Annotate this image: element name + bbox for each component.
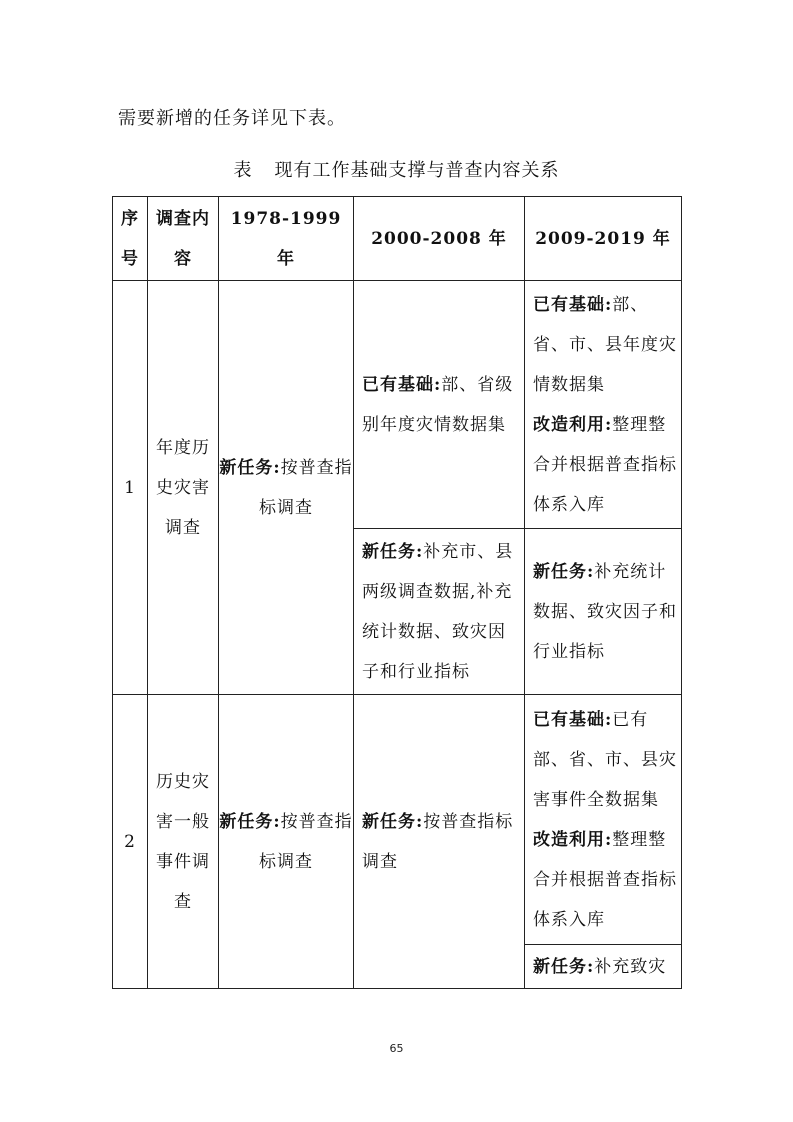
row-2-period-1	[219, 695, 354, 989]
row-1-p3-b-bold: 改造利用:	[533, 414, 613, 435]
row-2-p3-a-text: 已有部、省、市、县灾害事件全数据集	[533, 709, 677, 810]
caption-title: 现有工作基础支撑与普查内容关系	[274, 160, 560, 181]
header-content: 调查内容	[148, 197, 219, 281]
header-period-3: 2009-2019 年	[525, 197, 682, 281]
row-1-p2-top-bold: 已有基础:	[362, 374, 442, 395]
page-number: 65	[389, 1042, 404, 1055]
row-1-period-2-top	[354, 281, 525, 529]
intro-paragraph: 需要新增的任务详见下表。	[118, 108, 346, 129]
row-2-p3-b-bold: 改造利用:	[533, 829, 613, 850]
row-1-p2-bottom-text: 补充市、县两级调查数据,补充统计数据、致灾因子和行业指标	[362, 541, 514, 682]
row-1-p3-bottom-text: 补充统计数据、致灾因子和行业指标	[533, 561, 677, 662]
row-1-period-1	[219, 281, 354, 695]
row-2-no: 2	[113, 695, 148, 989]
table-row	[113, 281, 682, 529]
relation-table	[112, 196, 682, 989]
row-1-period-2-bottom	[354, 529, 525, 695]
row-2-p1-bold: 新任务:	[219, 811, 281, 832]
row-1-period-3-bottom	[525, 529, 682, 695]
row-2-period-3-top	[525, 695, 682, 945]
header-no: 序号	[113, 197, 148, 281]
row-1-p3-a-text: 部、省、市、县年度灾情数据集	[533, 294, 677, 395]
row-2-p3-a-bold: 已有基础:	[533, 709, 613, 730]
row-1-p3-a-bold: 已有基础:	[533, 294, 613, 315]
row-1-p1-bold: 新任务:	[219, 457, 281, 478]
table-row	[113, 695, 682, 945]
row-1-p3-bottom-bold: 新任务:	[533, 561, 595, 582]
table-header-row	[113, 197, 682, 281]
row-1-p2-top-text: 部、省级别年度灾情数据集	[362, 374, 514, 435]
header-period-2: 2000-2008 年	[354, 197, 525, 281]
row-2-p1-text: 按普查指标调查	[259, 811, 353, 872]
row-2-p3-bottom-text: 补充致灾	[594, 956, 667, 977]
row-1-no: 1	[113, 281, 148, 695]
caption-label: 表	[233, 160, 253, 181]
row-1-p2-bottom-bold: 新任务:	[362, 541, 424, 562]
table-caption	[0, 156, 793, 182]
row-1-period-3-top	[525, 281, 682, 529]
row-1-content: 年度历史灾害调查	[148, 281, 219, 695]
row-2-content: 历史灾害一般事件调查	[148, 695, 219, 989]
header-period-1: 1978-1999 年	[219, 197, 354, 281]
row-2-p3-bottom-bold: 新任务:	[533, 956, 595, 977]
row-2-p2-text: 按普查指标调查	[362, 811, 514, 872]
row-2-p3-b-text: 整理整合并根据普查指标体系入库	[533, 829, 677, 930]
row-2-period-2	[354, 695, 525, 989]
row-1-p1-text: 按普查指标调查	[259, 457, 353, 518]
row-2-p2-bold: 新任务:	[362, 811, 424, 832]
row-2-period-3-bottom	[525, 945, 682, 989]
row-1-p3-b-text: 整理整合并根据普查指标体系入库	[533, 414, 677, 515]
